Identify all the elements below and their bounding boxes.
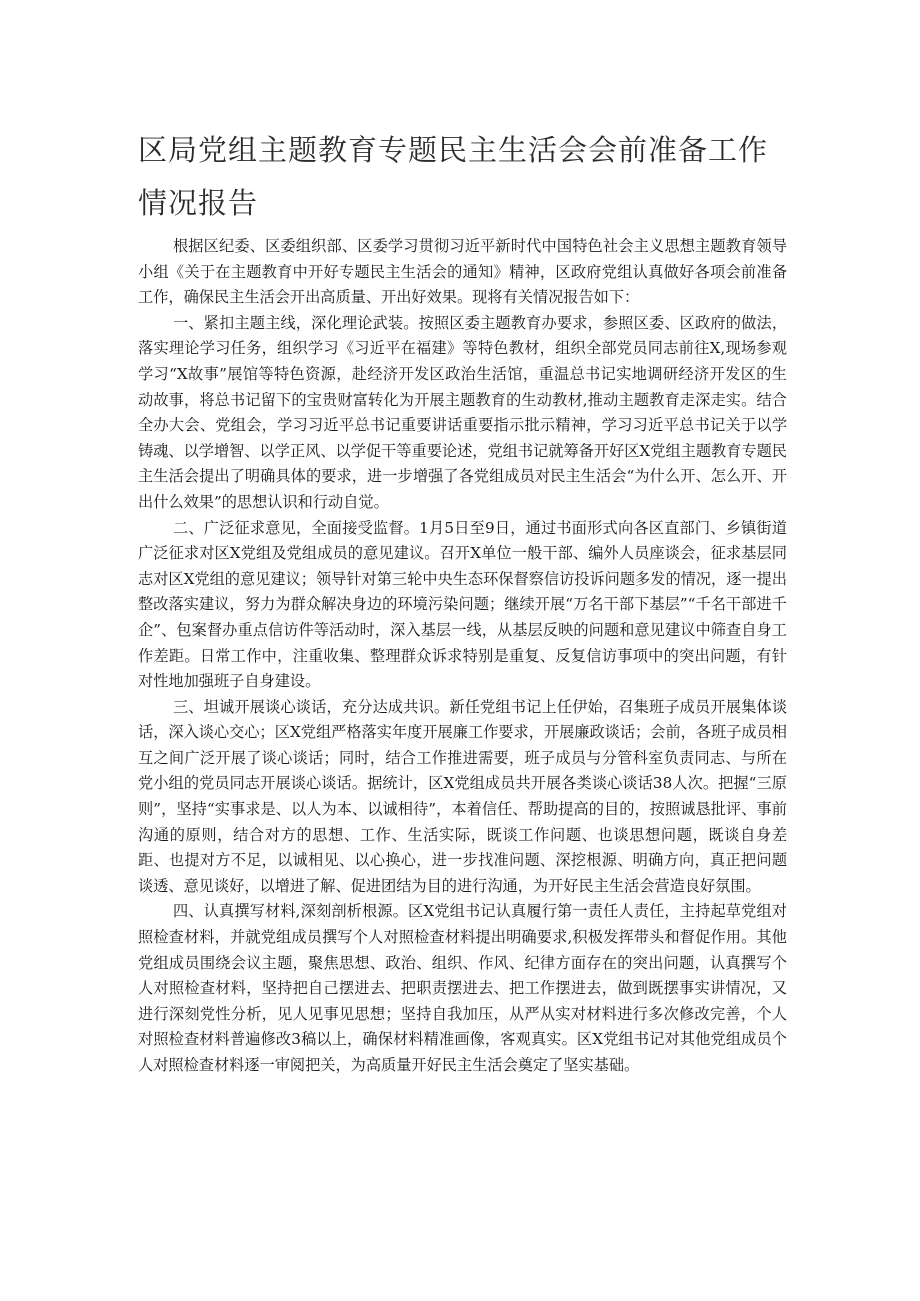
document-body [138, 234, 787, 1079]
intro-paragraph: 根据区纪委、区委组织部、区委学习贯彻习近平新时代中国特色社会主义思想主题教育领导小组《关于在主题教育中开好专题民主生活会的通知》精神，区政府党组认真做好各项会前准备工作，确保民主生活会开出高质量、开出好效果。现将有关情况报告如下： [138, 237, 787, 307]
section-2-paragraph: 二、广泛征求意见，全面接受监督。1月5日至9日，通过书面形式向各区直部门、乡镇街道广泛征求对区X党组及党组成员的意见建议。召开X单位一般干部、编外人员座谈会，征求基层同志对区X党组的意见建议；领导针对第三轮中央生态环保督察信访投诉问题多发的情况，逐一提出整改落实建议，努力为群众解决身边的环境污染问题；继续开展“万名干部下基层”“千名干部进千企”、包案督办重点信访件等活动时，深入基层一线，从基层反映的问题和意见建议中筛查自身工作差距。日常工作中，注重收集、整理群众诉求特别是重复、反复信访事项中的突出问题，有针对性地加强班子自身建设。 [138, 518, 787, 691]
section-3-paragraph: 三、坦诚开展谈心谈话，充分达成共识。新任党组书记上任伊始，召集班子成员开展集体谈话，深入谈心交心；区X党组严格落实年度开展廉工作要求，开展廉政谈话；会前，各班子成员相互之间广泛开展了谈心谈话；同时，结合工作推进需要，班子成员与分管科室负责同志、与所在党小组的党员同志开展谈心谈话。据统计，区X党组成员共开展各类谈心谈话38人次。把握“三原则”，坚持“实事求是、以人为本、以诚相待”，本着信任、帮助提高的目的，按照诚恳批评、事前沟通的原则，结合对方的思想、工作、生活实际，既谈工作问题、也谈思想问题，既谈自身差距、也提对方不足，以诚相见、以心换心，进一步找准问题、深挖根源、明确方向，真正把问题谈透、意见谈好，以增进了解、促进团结为目的进行沟通，为开好民主生活会营造良好氛围。 [138, 697, 787, 895]
document-title: 区局党组主题教育专题民主生活会会前准备工作情况报告 [138, 133, 769, 220]
section-1-paragraph: 一、紧扣主题主线，深化理论武装。按照区委主题教育办要求，参照区委、区政府的做法，落实理论学习任务，组织学习《习近平在福建》等特色教材，组织全部党员同志前往X,现场参观学习“X故事”展馆等特色资源，赴经济开发区政治生活馆，重温总书记实地调研经济开发区的生动故事，将总书记留下的宝贵财富转化为开展主题教育的生动教材,推动主题教育走深走实。结合全办大会、党组会，学习习近平总书记重要讲话重要指示批示精神，学习习近平总书记关于以学铸魂、以学增智、以学正风、以学促干等重要论述，党组书记就筹备开好区X党组主题教育专题民主生活会提出了明确具体的要求，进一步增强了各党组成员对民主生活会“为什么开、怎么开、开出什么效果”的思想认识和行动自觉。 [138, 313, 787, 511]
section-4-paragraph: 四、认真撰写材料,深刻剖析根源。区X党组书记认真履行第一责任人责任，主持起草党组对照检查材料，并就党组成员撰写个人对照检查材料提出明确要求,积极发挥带头和督促作用。其他党组成员围绕会议主题，聚焦思想、政治、组织、作风、纪律方面存在的突出问题，认真撰写个人对照检查材料，坚持把自己摆进去、把职责摆进去、把工作摆进去，做到既摆事实讲情况，又进行深刻党性分析，见人见事见思想；坚持自我加压，从严从实对材料进行多次修改完善，个人对照检查材料普遍修改3稿以上，确保材料精准画像，客观真实。区X党组书记对其他党组成员个人对照检查材料逐一审阅把关，为高质量开好民主生活会奠定了坚实基础。 [138, 902, 787, 1074]
